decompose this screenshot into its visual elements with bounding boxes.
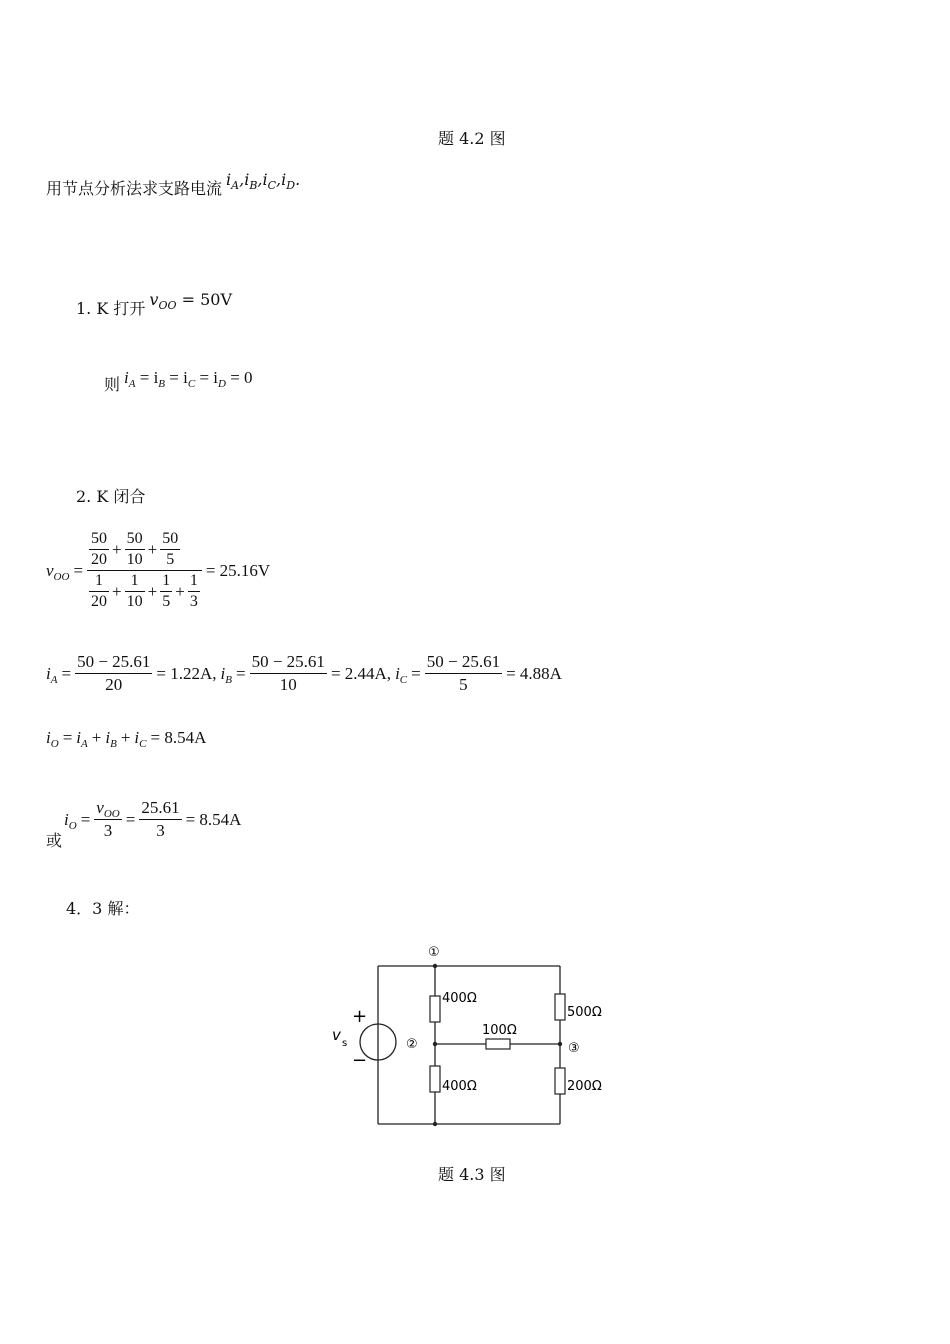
- r-bottom-right-label: 200Ω: [567, 1079, 602, 1094]
- voo-num-term-2: $\frac{50}{10}$: [126, 530, 143, 568]
- junction-dot: [558, 1042, 562, 1046]
- resistor-top-right: [555, 994, 565, 1020]
- branch-currents-equation: $i_A$ = $\frac{50 - 25.61}{20}$ = 1.22A, $i_B$ = $\frac{50 - 25.61}{10}$ = 2.44A, $i_C$ = $\frac{50 - 25.61}{5}$ = 4.88A: [46, 652, 562, 694]
- problem-variables: $i_A,i_B,i_C,i_D$.: [226, 170, 301, 192]
- voo-den-term-1: $\frac{1}{20}$: [91, 572, 108, 610]
- ic-fraction: $\frac{50 - 25.61}{5}$: [426, 652, 501, 694]
- voo-den-term-3: $\frac{1}{5}$: [162, 572, 171, 610]
- io-alt-equation: $i_O$ = $\frac{v_{OO}}{3}$ = $\frac{25.61}{3}$ = 8.54A: [64, 798, 242, 840]
- voo-num-term-1: $\frac{50}{20}$: [91, 530, 108, 568]
- source-minus: −: [352, 1050, 368, 1071]
- r-top-left-label: 400Ω: [442, 991, 477, 1006]
- then-equation: $i_A = i_B = i_C = i_D = 0$: [124, 367, 253, 390]
- io-alt-fraction-2: $\frac{25.61}{3}$: [141, 798, 180, 840]
- node-2-label: ②: [406, 1037, 418, 1052]
- voo-equation: $v_{OO}$ = $\frac{50}{20}$ + $\frac{50}{10}$ + $\frac{50}{5}$ $\frac{1}{20}$ + $\frac{1}{10}$ + $\frac{1}{5}$ + $\frac{1}{3}$ = 25.16V: [46, 530, 271, 610]
- step-1-then: [104, 366, 253, 394]
- junction-dot: [433, 964, 437, 968]
- node-3-label: ③: [568, 1041, 580, 1056]
- step-1-label: 1. K 打开: [76, 299, 146, 318]
- or-text: 或: [46, 831, 63, 850]
- voo-result: = 25.16V: [205, 560, 271, 580]
- r-bottom-left-label: 400Ω: [442, 1079, 477, 1094]
- figure-caption-4-3: 题 4.3 图: [438, 1165, 506, 1184]
- section-4-3-label: 4．3 解：: [66, 899, 140, 918]
- ia-fraction: $\frac{50 - 25.61}{20}$: [77, 652, 151, 694]
- voo-num-term-3: $\frac{50}{5}$: [162, 530, 179, 568]
- resistor-bottom-left: [430, 1066, 440, 1092]
- junction-dot: [433, 1122, 437, 1126]
- then-text: 则: [104, 375, 121, 394]
- r-middle-label: 100Ω: [482, 1023, 517, 1038]
- voo-fraction: $\frac{50}{20}$ + $\frac{50}{10}$ + $\frac{50}{5}$ $\frac{1}{20}$ + $\frac{1}{10}$ + $\frac{1}{5}$ + $\frac{1}{3}$: [87, 530, 202, 611]
- problem-statement: [46, 170, 301, 199]
- r-top-right-label: 500Ω: [567, 1005, 602, 1020]
- io-sum-result: = 8.54A: [150, 728, 207, 747]
- source-sub: s: [342, 1038, 348, 1049]
- voo-lhs: $v_{OO}$: [46, 560, 70, 583]
- node-1-label: ①: [428, 945, 440, 960]
- source-label: v: [332, 1026, 341, 1044]
- junction-dot: [433, 1042, 437, 1046]
- step-1: [76, 290, 232, 319]
- resistor-top-left: [430, 996, 440, 1022]
- problem-text: 用节点分析法求支路电流: [46, 179, 223, 198]
- io-alt-fraction-1: $\frac{v_{OO}}{3}$: [96, 798, 120, 840]
- resistor-bottom-right: [555, 1068, 565, 1094]
- figure-caption-4-2: 题 4.2 图: [438, 129, 506, 148]
- voo-den-term-2: $\frac{1}{10}$: [126, 572, 143, 610]
- ib-fraction: $\frac{50 - 25.61}{10}$: [251, 652, 325, 694]
- step-2-label: 2. K 闭合: [76, 487, 146, 506]
- voo-den-term-4: $\frac{1}{3}$: [189, 572, 198, 610]
- resistor-middle: [486, 1039, 510, 1049]
- io-alt-result: = 8.54A: [185, 809, 242, 829]
- step-1-result: $v_{OO} = 50V$: [149, 290, 232, 312]
- io-sum-equation: $i_O$ = $i_A$ + $i_B$ + $i_C$ = 8.54A: [46, 728, 207, 750]
- circuit-diagram: [320, 936, 630, 1136]
- source-plus: +: [352, 1006, 368, 1027]
